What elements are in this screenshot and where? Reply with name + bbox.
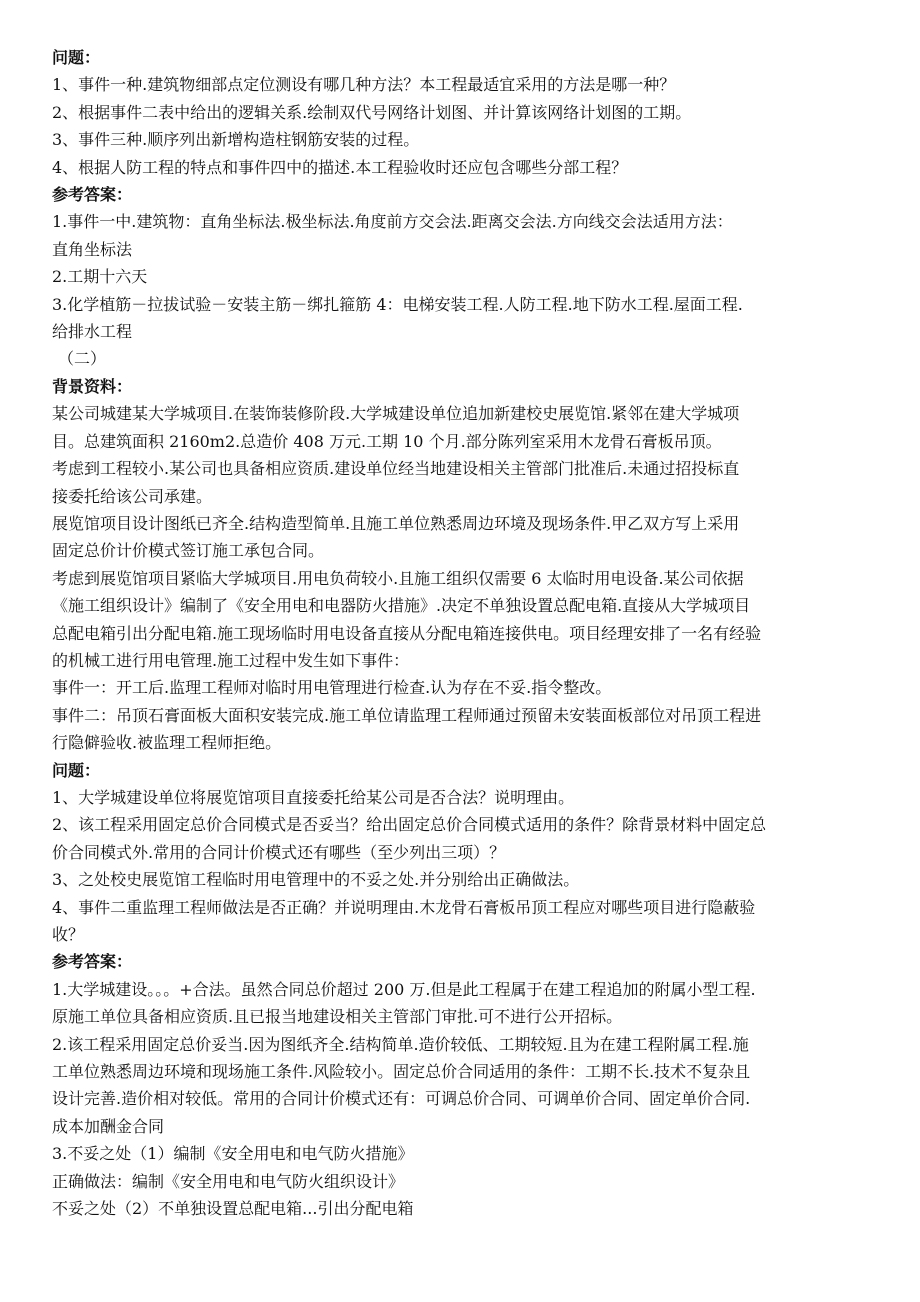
section-heading: 背景资料： — [52, 376, 133, 396]
text-line: 1、大学城建设单位将展览馆项目直接委托给某公司是否合法？说明理由。 — [52, 787, 575, 807]
text-line: 展览馆项目设计图纸已齐全.结构造型简单.且施工单位熟悉周边环境及现场条件.甲乙双方写上采用 — [52, 513, 740, 533]
text-line: 某公司城建某大学城项目.在装饰装修阶段.大学城建设单位追加新建校史展览馆.紧邻在建大学城项 — [52, 404, 740, 424]
text-line: 考虑到工程较小.某公司也具备相应资质.建设单位经当地建设相关主管部门批准后.未通过招投标直 — [52, 459, 740, 479]
text-line: 收？ — [52, 925, 85, 944]
text-line: 3、事件三种.顺序列出新增构造柱钢筋安装的过程。 — [52, 130, 420, 150]
text-line: （二） — [58, 349, 107, 369]
text-line: 3.不妥之处（1）编制《安全用电和电气防火措施》 — [52, 1144, 414, 1164]
text-line: 2.该工程采用固定总价妥当.因为图纸齐全.结构简单.造价较低、工期较短.且为在建工程附属工程.施 — [52, 1034, 749, 1054]
text-line: 2、根据事件二表中给出的逻辑关系.绘制双代号网络计划图、并计算该网络计划图的工期。 — [52, 102, 692, 122]
text-line: 原施工单位具备相应资质.且已报当地建设相关主管部门审批.可不进行公开招标。 — [52, 1007, 623, 1027]
text-line: 正确做法：编制《安全用电和电气防火组织设计》 — [52, 1171, 405, 1191]
text-line: 直角坐标法 — [52, 239, 133, 259]
text-line: 不妥之处（2）不单独设置总配电箱...引出分配电箱 — [52, 1199, 414, 1219]
text-line: 3、之处校史展览馆工程临时用电管理中的不妥之处.并分别给出正确做法。 — [52, 870, 580, 890]
text-line: 行隐僻验收.被监理工程师拒绝。 — [52, 733, 282, 753]
section-heading: 参考答案： — [52, 952, 133, 972]
text-line: 1.大学城建设。。。+合法。虽然合同总价超过 200 万.但是此工程属于在建工程追加的附属小型工程. — [52, 979, 756, 999]
text-line: 2.工期十六天 — [52, 267, 148, 287]
text-line: 4、根据人防工程的特点和事件四中的描述.本工程验收时还应包含哪些分部工程？ — [52, 157, 628, 177]
text-line: 的机械工进行用电管理.施工过程中发生如下事件： — [52, 650, 410, 670]
section-heading: 参考答案： — [52, 185, 133, 205]
text-line: 2、该工程采用固定总价合同模式是否妥当？给出固定总价合同模式适用的条件？除背景材料中固定总 — [52, 815, 767, 835]
section-heading: 问题： — [52, 48, 101, 67]
text-line: 1、事件一种.建筑物细部点定位测设有哪几种方法？本工程最适宜采用的方法是哪一种？ — [52, 75, 676, 95]
text-line: 3.化学植筋－拉拔试验－安装主筋－绑扎箍筋 4：电梯安装工程.人防工程.地下防水工程.屋面工程. — [52, 294, 743, 314]
text-line: 成本加酬金合同 — [52, 1116, 165, 1136]
text-line: 1.事件一中.建筑物：直角坐标法.极坐标法.角度前方交会法.距离交会法.方向线交会法适用方法： — [52, 212, 733, 232]
text-line: 事件一：开工后.监理工程师对临时用电管理进行检查.认为存在不妥.指令整改。 — [52, 678, 612, 698]
text-line: 工单位熟悉周边环境和现场施工条件.风险较小。固定总价合同适用的条件：工期不长.技术不复杂且 — [52, 1062, 751, 1082]
text-line: 事件二：吊顶石膏面板大面积安装完成.施工单位请监理工程师通过预留未安装面板部位对吊顶工程进 — [52, 705, 762, 725]
text-line: 目。总建筑面积 2160m2.总造价 408 万元.工期 10 个月.部分陈列室采用木龙骨石膏板吊顶。 — [52, 431, 722, 451]
text-line: 固定总价计价模式签订施工承包合同。 — [52, 541, 325, 561]
text-line: 价合同模式外.常用的合同计价模式还有哪些（至少列出三项）？ — [52, 842, 506, 862]
text-line: 接委托给该公司承建。 — [52, 486, 213, 506]
text-line: 给排水工程 — [52, 322, 133, 342]
text-line: 设计完善.造价相对较低。常用的合同计价模式还有：可调总价合同、可调单价合同、固定单价合同. — [52, 1089, 751, 1109]
text-line: 考虑到展览馆项目紧临大学城项目.用电负荷较小.且施工组织仅需要 6 太临时用电设备.某公司依据 — [52, 568, 744, 588]
text-line: 4、事件二重监理工程师做法是否正确？并说明理由.木龙骨石膏板吊顶工程应对哪些项目进行隐蔽验 — [52, 897, 756, 917]
text-line: 总配电箱引出分配电箱.施工现场临时用电设备直接从分配电箱连接供电。项目经理安排了一名有经验 — [52, 623, 762, 643]
document-body — [52, 44, 880, 1222]
section-heading: 问题： — [52, 760, 101, 780]
text-line: 《施工组织设计》编制了《安全用电和电器防火措施》.决定不单独设置总配电箱.直接从大学城项目 — [52, 596, 751, 616]
